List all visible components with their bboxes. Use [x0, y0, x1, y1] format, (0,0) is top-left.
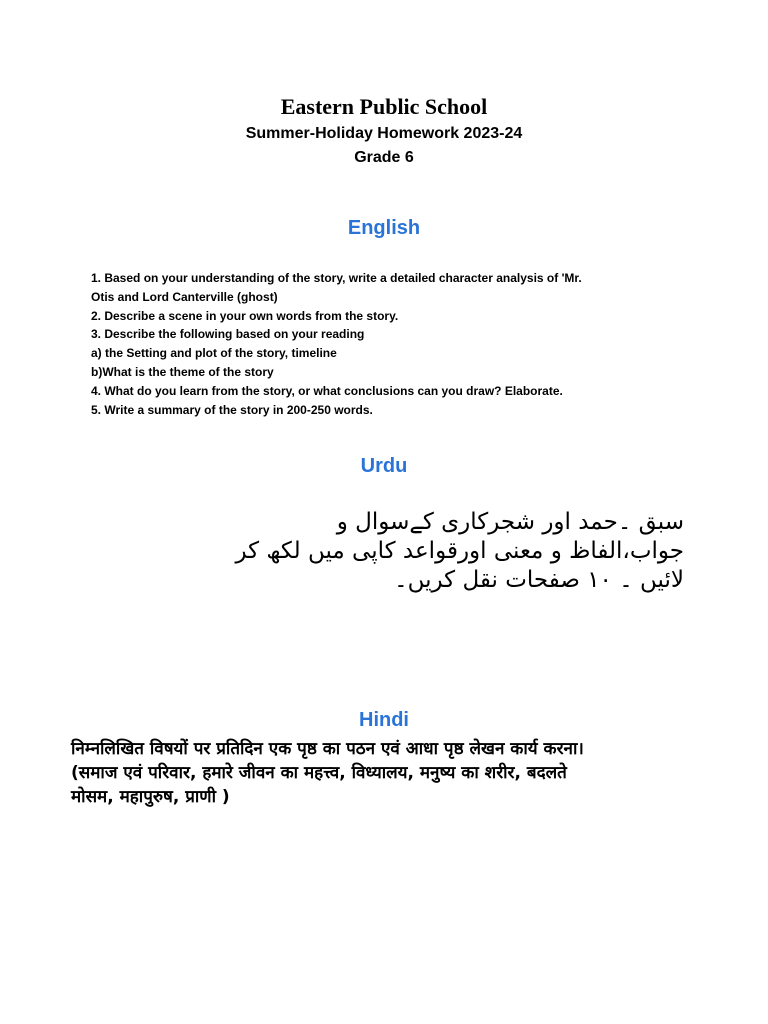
hindi-instructions [71, 737, 711, 809]
hindi-heading: Hindi [359, 709, 409, 731]
school-title: Eastern Public School [280, 94, 488, 119]
urdu-instructions [164, 508, 684, 595]
list-item: a) the Setting and plot of the story, timeline [91, 346, 337, 361]
list-item: 5. Write a summary of the story in 200-250 words. [91, 402, 373, 417]
list-item: Otis and Lord Canterville (ghost) [91, 289, 278, 304]
urdu-line: جواب،الفاظ و معنی اورقواعد کاپی میں لکھ کر [235, 538, 684, 564]
english-task-list [91, 269, 691, 419]
urdu-line: لائیں ۔ ۱۰ صفحات نقل کریں۔ [394, 567, 684, 593]
hindi-line: मोसम, महापुरुष, प्राणी ) [71, 787, 230, 807]
list-item: 4. What do you learn from the story, or what conclusions can you draw? Elaborate. [91, 383, 563, 398]
urdu-heading: Urdu [360, 455, 408, 477]
hindi-line: निम्नलिखित विषयों पर प्रतिदिन एक पृष्ठ का पठन एवं आधा पृष्ठ लेखन कार्य करना। [71, 739, 584, 759]
grade-label: Grade 6 [354, 149, 414, 166]
list-item: 1. Based on your understanding of the story, write a detailed character analysis of 'Mr. [91, 271, 582, 285]
homework-subtitle: Summer-Holiday Homework 2023-24 [245, 125, 523, 142]
list-item: b)What is the theme of the story [91, 364, 274, 379]
urdu-line: سبق ۔حمد اور شجرکاری کےسوال و [336, 509, 684, 535]
list-item: 2. Describe a scene in your own words from the story. [91, 308, 399, 323]
list-item: 3. Describe the following based on your reading [91, 327, 365, 342]
hindi-line: (समाज एवं परिवार, हमारे जीवन का महत्त्व, विध्यालय, मनुष्य का शरीर, बदलते [71, 763, 567, 783]
english-heading: English [347, 217, 421, 239]
